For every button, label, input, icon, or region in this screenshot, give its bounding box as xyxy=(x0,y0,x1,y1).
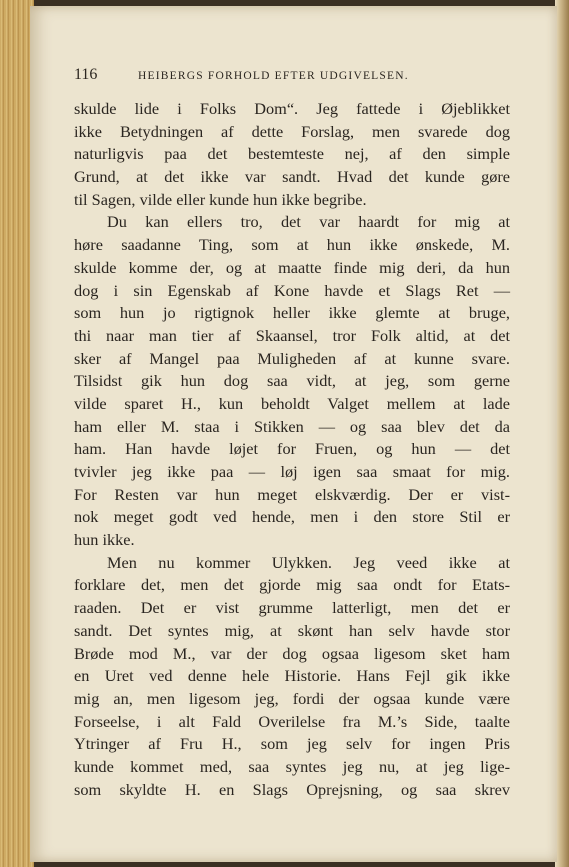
text-line: sker af Mangel paa Muligheden af at kunne svare. xyxy=(74,348,510,368)
text-line: Forseelse, i alt Fald Overilelse fra M.’s Side, taalte xyxy=(74,711,510,731)
text-line: ham eller M. staa i Stikken — og saa blev det da xyxy=(74,416,510,436)
text-line: dog i sin Egenskab af Kone havde et Slags Ret — xyxy=(74,280,510,300)
text-line: Ytringer af Fru H., som jeg selv for ingen Pris xyxy=(74,734,510,754)
text-line: som skyldte H. en Slags Oprejsning, og saa skrev xyxy=(74,779,510,799)
book-spine-edge xyxy=(0,0,34,867)
text-line: skulde lide i Folks Dom“. Jeg fattede i Øjeblikket xyxy=(74,99,510,118)
text-line: For Resten var hun meget elskværdig. Der er vist- xyxy=(74,484,510,504)
text-line: sandt. Det syntes mig, at skønt han selv havde stor xyxy=(74,620,510,640)
text-line: skulde komme der, og at maatte finde mig deri, da hun xyxy=(74,257,510,277)
page-number: 116 xyxy=(74,66,98,83)
text-line: Tilsidst gik hun dog saa vidt, at jeg, som gerne xyxy=(74,371,510,391)
page-header xyxy=(74,66,474,84)
text-line: høre saadanne Ting, som at hun ikke ønskede, M. xyxy=(74,235,510,255)
text-line: vilde sparet H., kun beholdt Valget mellem at lade xyxy=(74,393,510,413)
text-line: thi naar man tier af Skaansel, tror Folk altid, at det xyxy=(74,325,510,345)
text-line: til Sagen, vilde eller kunde hun ikke begribe. xyxy=(74,189,367,209)
text-line: naturligvis paa det bestemteste nej, af den simple xyxy=(74,144,510,164)
running-head: HEIBERGS FORHOLD EFTER UDGIVELSEN. xyxy=(138,70,409,82)
body-text xyxy=(74,98,510,801)
text-line: kunde kommet med, saa syntes jeg nu, at jeg lige- xyxy=(74,756,510,776)
text-line: Grund, at det ikke var sandt. Hvad det kunde gøre xyxy=(74,167,510,187)
text-line: hun ikke. xyxy=(74,530,135,550)
text-line: ikke Betydningen af dette Forslag, men svarede dog xyxy=(74,121,510,141)
text-line: Men nu kommer Ulykken. Jeg veed ikke at xyxy=(107,552,510,572)
text-line: som hun jo rigtignok heller ikke glemte at bruge, xyxy=(74,303,510,323)
book-page-edge xyxy=(555,0,569,867)
text-line: Brøde mod M., var der dog ogsaa ligesom sket ham xyxy=(74,643,510,663)
text-line: en Uret ved denne hele Historie. Hans Fejl gik ikke xyxy=(74,666,510,686)
text-line: forklare det, men det gjorde mig saa ondt for Etats- xyxy=(74,575,510,595)
text-line: Du kan ellers tro, det var haardt for mig at xyxy=(107,212,510,232)
text-line: raaden. Det er vist grumme latterligt, men det er xyxy=(74,598,510,618)
text-line: nok meget godt ved hende, men i den store Stil er xyxy=(74,507,510,527)
text-line: tvivler jeg ikke paa — løj igen saa smaat for mig. xyxy=(74,462,510,481)
text-line: ham. Han havde løjet for Fruen, og hun — det xyxy=(74,439,510,459)
text-line: mig an, men ligesom jeg, fordi der ogsaa kunde være xyxy=(74,688,510,708)
